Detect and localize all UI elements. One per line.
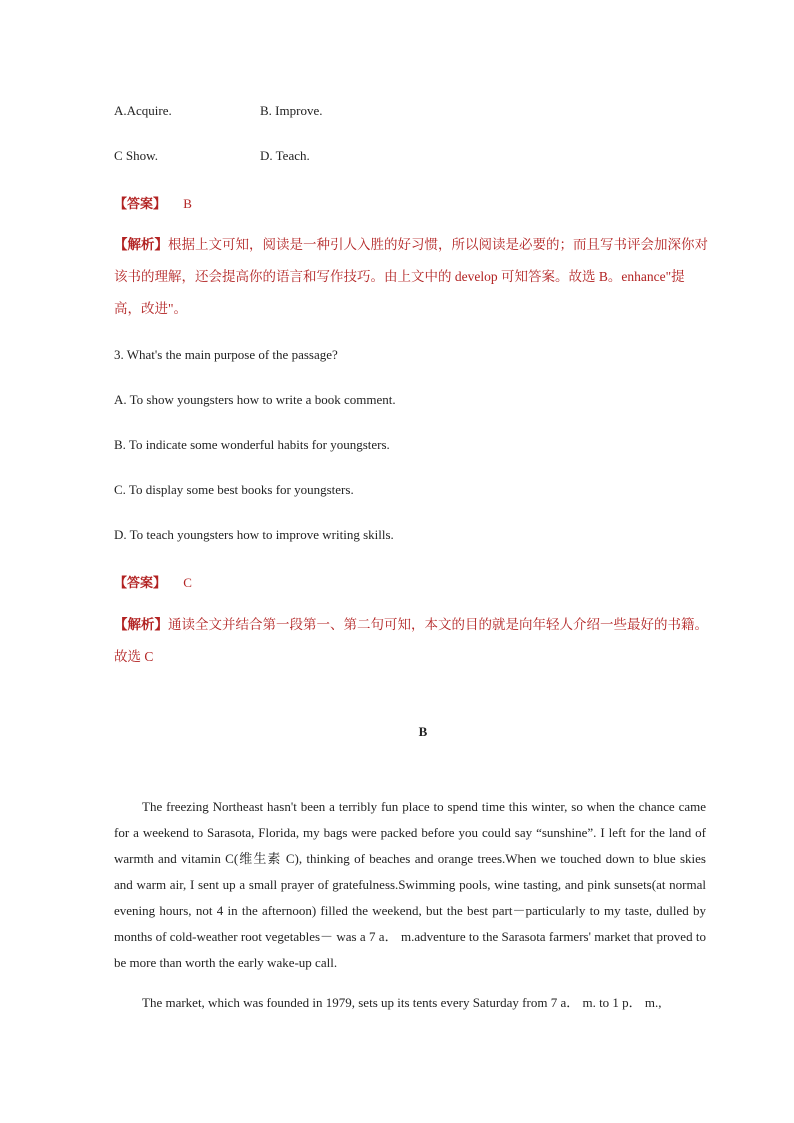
passage-paragraph-1: The freezing Northeast hasn't been a terribly fun place to spend time this winter, so when the chance came for a weekend to Sarasota, Florida, my bags were packed before you could say “sunshine”. I left for the land of warmth and vitamin C(维生素 C), thinking of beaches and orange trees.When we touched down to blue skies and warm air, I sent up a small prayer of gratefulness.Swimming pools, wine tasting, and pink sunsets(at normal evening hours, not 4 in the afternoon) filled the weekend, but the best part－particularly to my taste, dulled by months of cold-weather root vegetables－ was a 7 a． m.adventure to the Sarasota farmers' market that proved to be more than worth the early wake-up call. [114, 799, 706, 970]
q3-analysis [114, 609, 710, 673]
q3-option-a: A. To show youngsters how to write a book comment. [114, 392, 396, 407]
section-title: B [418, 724, 428, 739]
q3-option-d: D. To teach youngsters how to improve writing skills. [114, 527, 394, 542]
q2-option-a: A.Acquire. [114, 103, 172, 118]
q2-option-d: D. Teach. [260, 148, 310, 163]
q2-option-c: C Show. [114, 148, 158, 163]
q3-option-c: C. To display some best books for youngsters. [114, 482, 354, 497]
q2-option-b: B. Improve. [260, 103, 323, 118]
q3-question: 3. What's the main purpose of the passage? [114, 347, 338, 362]
q3-option-b: B. To indicate some wonderful habits for youngsters. [114, 437, 390, 452]
analysis-text: 根据上文可知，阅读是一种引人入胜的好习惯，所以阅读是必要的；而且写书评会加深你对该书的理解，还会提高你的语言和写作技巧。由上文中的 develop 可知答案。故选 B。enhance"提高，改进"。 [114, 237, 708, 316]
answer-tag: 【答案】 [114, 575, 167, 590]
analysis-tag: 【解析】 [114, 237, 168, 252]
q3-answer [114, 572, 192, 591]
passage-paragraph-2: The market, which was founded in 1979, sets up its tents every Saturday from 7 a． m. to 1 p． m., [142, 995, 662, 1010]
q2-analysis [114, 229, 710, 325]
answer-tag: 【答案】 [114, 196, 167, 211]
analysis-tag: 【解析】 [114, 617, 168, 632]
answer-value: C [183, 575, 192, 590]
analysis-text: 通读全文并结合第一段第一、第二句可知，本文的目的就是向年轻人介绍一些最好的书籍。故选 C [114, 617, 708, 664]
q2-answer [114, 193, 192, 212]
answer-value: B [183, 196, 192, 211]
